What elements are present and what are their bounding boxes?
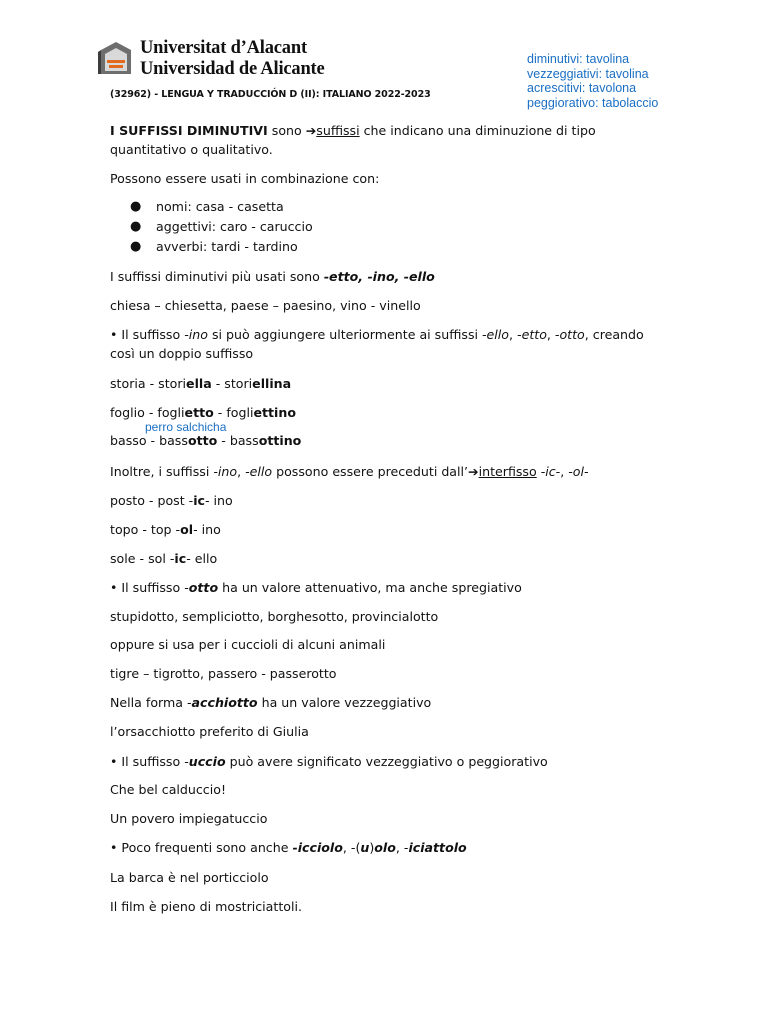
- suffix-span: ettino: [253, 405, 296, 420]
- text-span: Inoltre, i suffissi: [110, 464, 214, 479]
- text-span: - ello: [186, 551, 218, 566]
- text-span: , -: [395, 840, 409, 855]
- cuccioli-text: oppure si usa per i cuccioli di alcuni animali: [110, 637, 386, 652]
- text-span: • Il suffisso -: [110, 754, 189, 769]
- text-span: ,: [546, 327, 555, 342]
- suffix-span: -icciolo: [292, 840, 343, 855]
- basso-example: [110, 431, 301, 450]
- suffix-span: ol: [180, 522, 194, 537]
- suffix-span: -etto: [517, 327, 547, 342]
- text-span: ha un valore vezzeggiativo: [257, 695, 432, 710]
- text-span: ): [369, 840, 375, 855]
- text-span: così un doppio suffisso: [110, 346, 254, 361]
- ino-paragraph: [110, 325, 644, 363]
- intro-text: sono: [267, 123, 306, 138]
- text-span: - ino: [193, 522, 221, 537]
- suffix-span: u: [360, 840, 370, 855]
- university-name-spanish: Universidad de Alicante: [140, 59, 325, 79]
- suffix-span: ic: [193, 493, 205, 508]
- interfix-paragraph: [110, 462, 589, 481]
- suffix-span: ottino: [258, 433, 302, 448]
- suffix-span: -ino: [184, 327, 208, 342]
- suffix-span: uccio: [188, 754, 226, 769]
- intro-text: che indicano una diminuzione di tipo: [359, 123, 596, 138]
- text-span: ,: [237, 464, 246, 479]
- posto-example: [110, 491, 233, 510]
- most-used-text: [110, 267, 435, 286]
- film-example: Il film è pieno di mostriciattoli.: [110, 899, 302, 914]
- suffix-span: otto: [188, 580, 219, 595]
- text-span: storia - stori: [110, 376, 187, 391]
- storia-example: [110, 374, 291, 393]
- intro-text: quantitativo o qualitativo.: [110, 142, 273, 157]
- examples-line: chiesa – chiesetta, paese – paesino, vino - vinello: [110, 298, 421, 313]
- text-span: posto - post -: [110, 493, 194, 508]
- impiegatuccio-example: Un povero impiegatuccio: [110, 811, 268, 826]
- text-span: topo - top -: [110, 522, 181, 537]
- most-used-suffixes: -etto, -ino, -ello: [323, 269, 435, 284]
- text-span: sole - sol -: [110, 551, 175, 566]
- arrow-icon: ➔: [305, 123, 317, 138]
- orsacchiotto-example: l’orsacchiotto preferito di Giulia: [110, 724, 309, 739]
- bullet-icon: ●: [130, 199, 142, 214]
- bullet-text: nomi: casa - casetta: [156, 199, 284, 214]
- suffix-span: ella: [186, 376, 212, 391]
- most-used-label: I suffissi diminutivi più usati sono: [110, 269, 324, 284]
- bullet-icon: ●: [130, 219, 142, 234]
- suffix-span: -ic-: [540, 464, 561, 479]
- text-span: , creando: [584, 327, 644, 342]
- suffix-span: otto: [187, 433, 218, 448]
- suffix-span: etto: [184, 405, 214, 420]
- sole-example: [110, 549, 217, 568]
- uccio-paragraph: [110, 752, 548, 771]
- text-span: Nella forma -: [110, 695, 192, 710]
- side-note-line: vezzeggiativi: tavolina: [527, 66, 649, 81]
- suffix-span: -ello: [482, 327, 510, 342]
- side-note-line: acrescitivi: tavolona: [527, 81, 637, 95]
- bullet-text: avverbi: tardi - tardino: [156, 239, 298, 254]
- text-span: • Il suffisso: [110, 327, 185, 342]
- calduccio-example: Che bel calduccio!: [110, 782, 226, 797]
- text-span: - fogli: [213, 405, 254, 420]
- side-note-line: peggiorativo: tabolaccio: [527, 95, 659, 110]
- side-note-line: diminutivi: tavolina: [527, 52, 630, 66]
- suffix-span: -ino: [213, 464, 238, 479]
- suffix-span: -ello: [245, 464, 273, 479]
- university-logo-icon: [98, 40, 134, 76]
- text-span: si può aggiungere ulteriormente ai suffissi: [207, 327, 483, 342]
- bullet-icon: ●: [130, 239, 142, 254]
- text-span: - ino: [205, 493, 233, 508]
- text-span: • Poco frequenti sono anche: [110, 840, 293, 855]
- side-note: [527, 52, 658, 110]
- otto-examples: stupidotto, sempliciotto, borghesotto, provincialotto: [110, 609, 439, 624]
- text-span: • Il suffisso -: [110, 580, 189, 595]
- otto-paragraph: [110, 578, 522, 597]
- barca-example: La barca è nel porticciolo: [110, 870, 269, 885]
- suffix-span: olo: [374, 840, 396, 855]
- course-title: (32962) - LENGUA Y TRADUCCIÓN D (II): ITALIANO 2022-2023: [110, 89, 431, 100]
- text-span: può avere significato vezzeggiativo o peggiorativo: [225, 754, 548, 769]
- arrow-icon: ➔: [468, 464, 479, 479]
- suffix-span: -ol-: [568, 464, 589, 479]
- rare-suffixes-paragraph: [110, 838, 467, 857]
- text-span: ,: [509, 327, 518, 342]
- combination-text: Possono essere usati in combinazione con:: [110, 171, 380, 186]
- bullet-text: aggettivi: caro - caruccio: [156, 219, 313, 234]
- text-span: ha un valore attenuativo, ma anche spregiativo: [218, 580, 522, 595]
- acchiotto-paragraph: [110, 693, 431, 712]
- suffix-span: -otto: [554, 327, 585, 342]
- suffix-span: acchiotto: [191, 695, 258, 710]
- topo-example: [110, 520, 221, 539]
- inline-note: perro salchicha: [145, 420, 227, 434]
- university-name: [140, 38, 325, 80]
- text-span: - bass: [217, 433, 259, 448]
- suffix-span: ellina: [252, 376, 292, 391]
- text-span: , -(: [342, 840, 361, 855]
- tigre-example: tigre – tigrotto, passero - passerotto: [110, 666, 337, 681]
- suffix-span: iciattolo: [408, 840, 467, 855]
- university-name-valencian: Universitat d’Alacant: [140, 38, 307, 58]
- text-span: - stori: [211, 376, 253, 391]
- intro-paragraph: [110, 121, 596, 159]
- suffissi-link[interactable]: suffissi: [316, 123, 360, 138]
- text-span: foglio - fogli: [110, 405, 185, 420]
- intro-heading: I SUFFISSI DIMINUTIVI: [110, 123, 268, 138]
- interfisso-link[interactable]: interfisso: [478, 464, 537, 479]
- suffix-span: ic: [174, 551, 187, 566]
- text-span: possono essere preceduti dall’: [272, 464, 469, 479]
- text-span: basso - bass: [110, 433, 188, 448]
- text-span: ,: [560, 464, 569, 479]
